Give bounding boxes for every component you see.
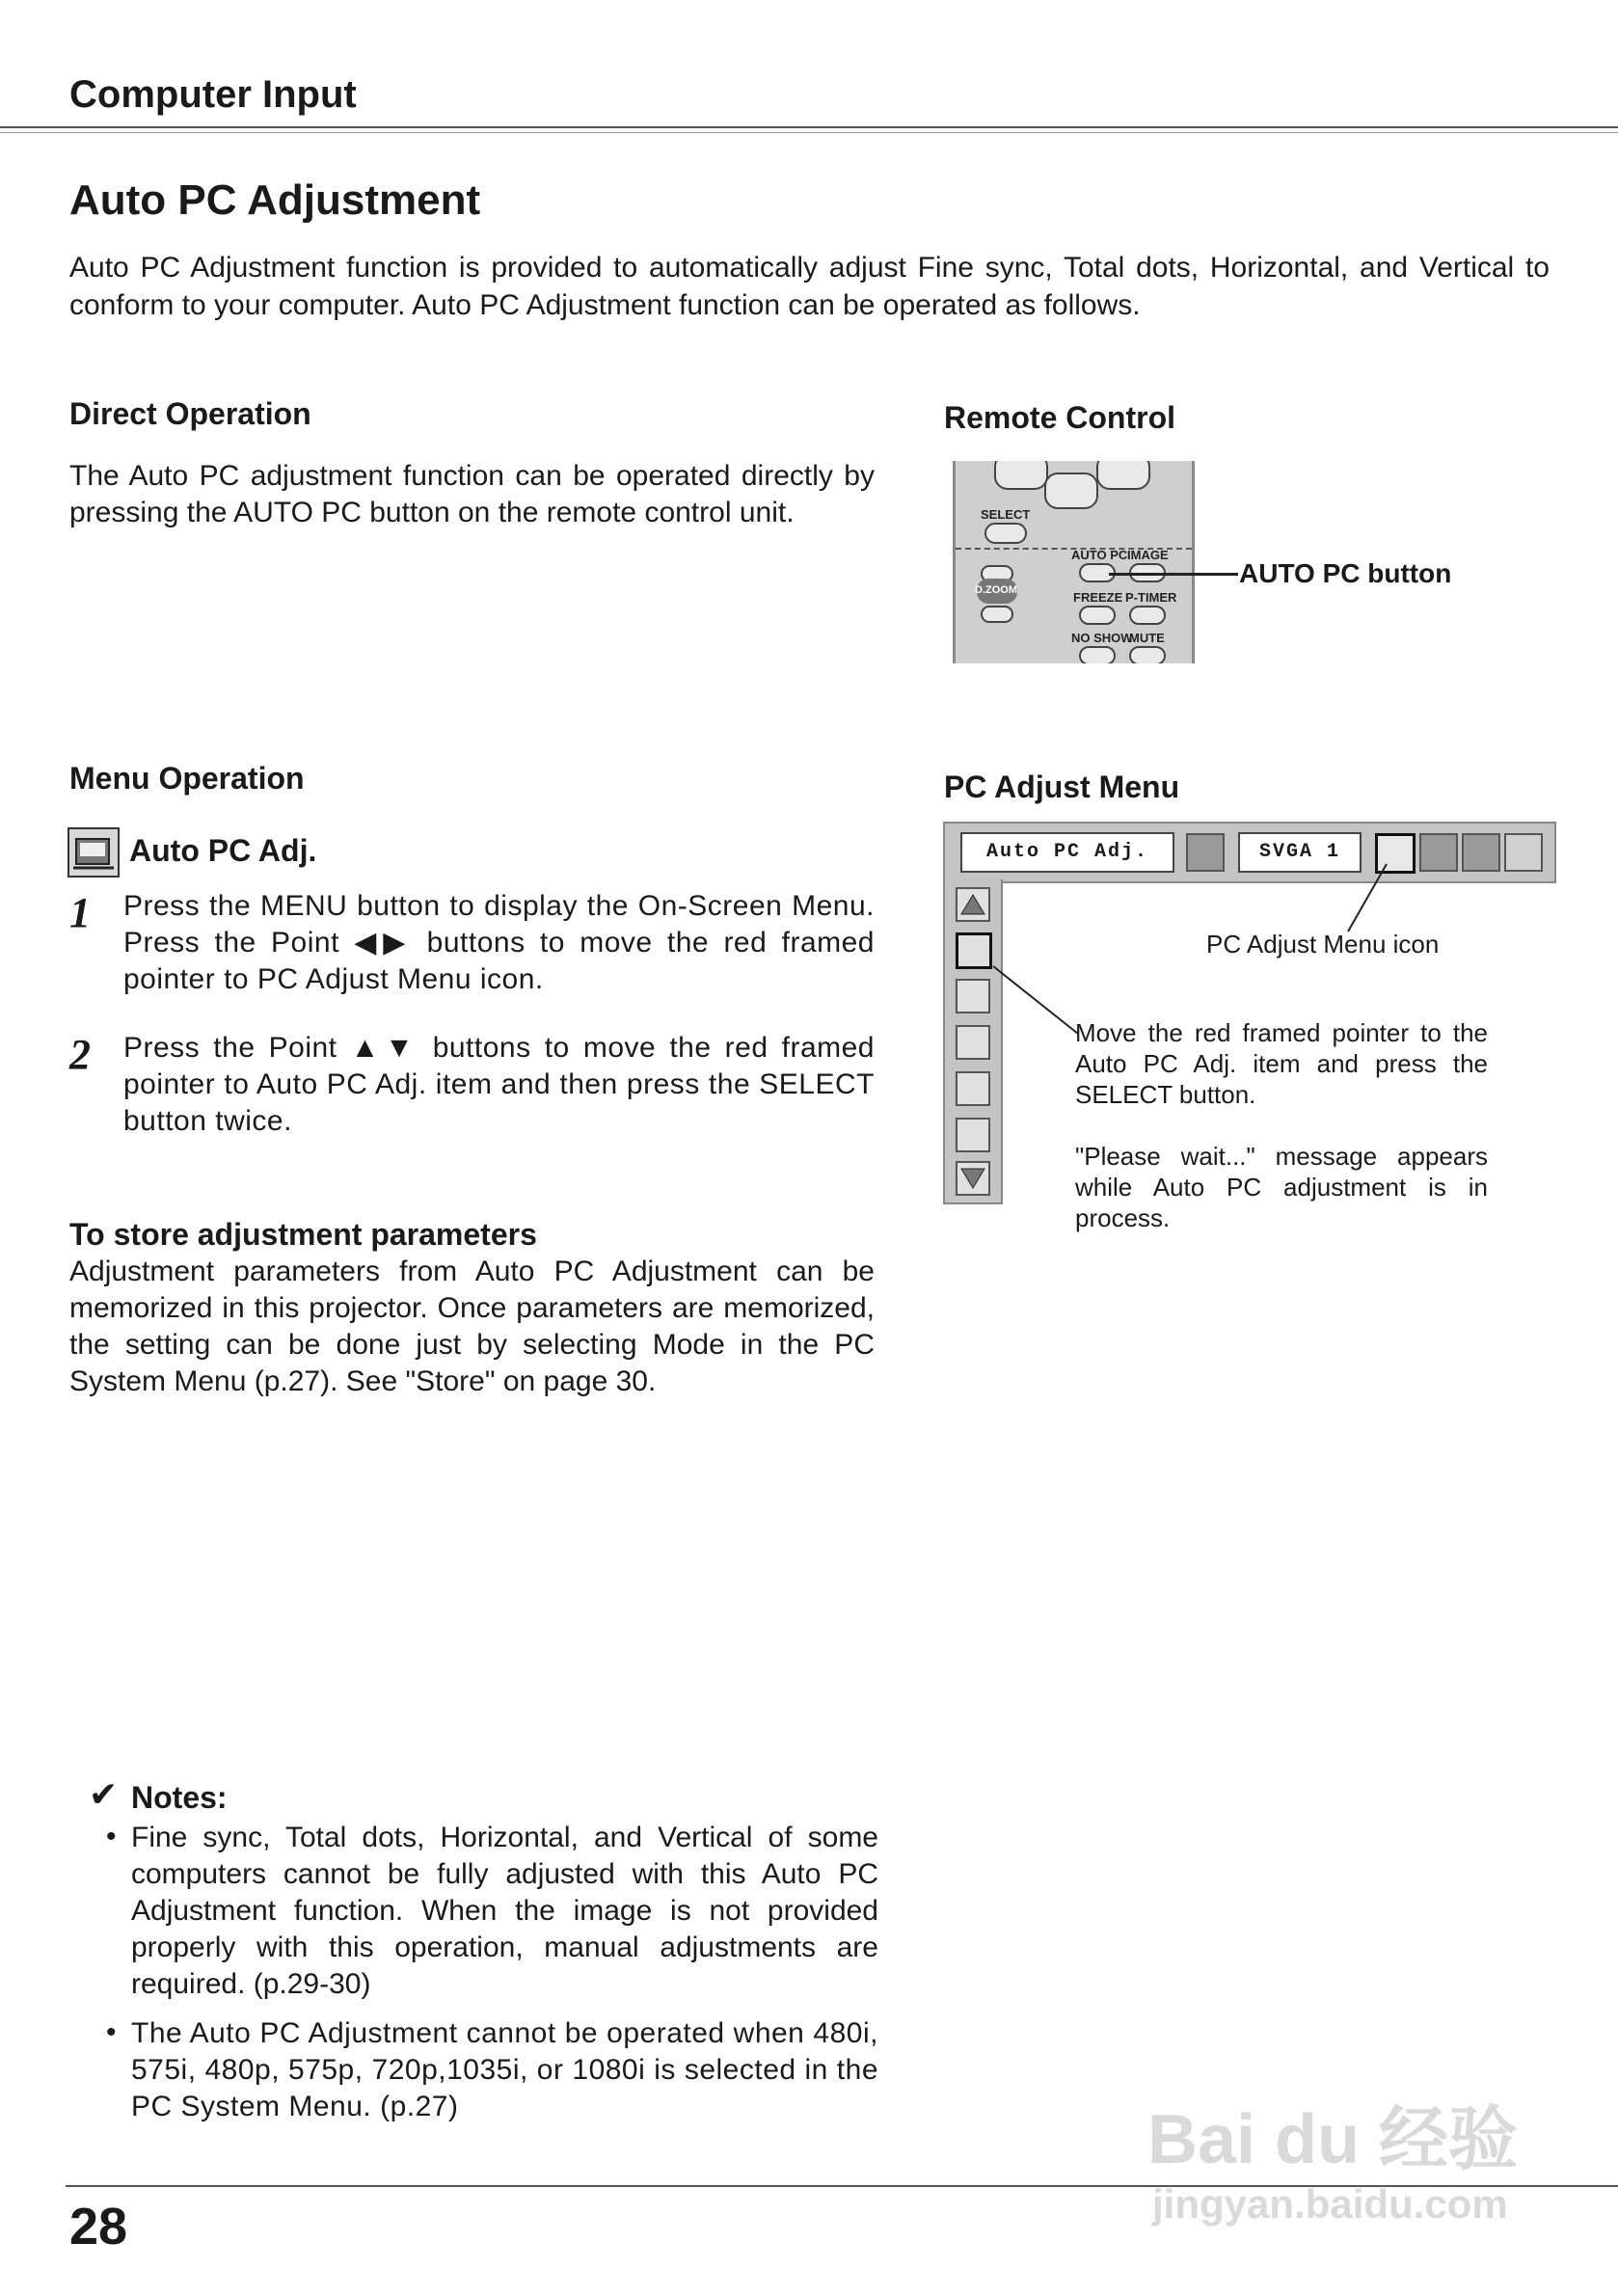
remote-freeze-button (1079, 606, 1116, 625)
auto-pc-callout-line (1109, 573, 1238, 576)
auto-pc-adj-label: Auto PC Adj. (129, 833, 317, 868)
col-down-arrow-icon (956, 1161, 990, 1196)
step-1-text: Press the MENU button to display the On-Screen Menu. Press the Point ◀▶ buttons to move the red framed pointer to PC Adjust Menu icon. (123, 890, 875, 995)
header-rule (0, 126, 1618, 128)
step-2-text: Press the Point ▲▼ buttons to move the red framed pointer to Auto PC Adj. item and then press the SELECT button twice. (123, 1032, 875, 1137)
menu-operation-heading: Menu Operation (69, 761, 305, 796)
direct-operation-text: The Auto PC adjustment function can be operated directly by pressing the AUTO PC button on the remote control unit. (69, 460, 875, 528)
page-title: Auto PC Adjustment (69, 176, 481, 224)
remote-dzoom-label: D.ZOOM (975, 584, 1017, 596)
remote-ptimer-label: P-TIMER (1125, 590, 1177, 605)
remote-control-illustration (953, 461, 1195, 663)
remote-noshow-label: NO SHOW (1071, 631, 1133, 645)
note-1-text: Fine sync, Total dots, Horizontal, and Vertical of some computers cannot be fully adjusted with this Auto PC Adjustment function. When the image is not provided properly with this operation, manual adjustments are required. (p.29-30) (131, 1822, 878, 2000)
baidu-watermark-url: jingyan.baidu.com (1152, 2181, 1508, 2227)
remote-image-label: IMAGE (1127, 548, 1169, 562)
remote-down-arrow-button (1044, 473, 1098, 509)
remote-ptimer-button (1129, 606, 1166, 625)
store-text: Adjustment parameters from Auto PC Adjustment can be memorized in this projector. Once parameters are memorized, the setting can be done just by selecting Mode in the PC System Menu (p.27). See "Store" on page 30. (69, 1256, 875, 1397)
remote-freeze-label: FREEZE (1073, 590, 1123, 605)
note-1-bullet: • (106, 1821, 117, 1852)
menu-auto-pc-adj-field: Auto PC Adj. (960, 832, 1174, 873)
note-2-bullet: • (106, 2016, 117, 2048)
page-number: 28 (69, 2198, 128, 2255)
remote-right-arrow-button (1096, 461, 1150, 490)
remote-auto-pc-label: AUTO PC (1071, 548, 1128, 562)
notes-heading: Notes: (131, 1780, 228, 1815)
col-vertical-icon (956, 1118, 990, 1152)
remote-left-arrow-button (994, 461, 1048, 490)
wait-callout: "Please wait..." message appears while Auto PC adjustment is in process. (1075, 1142, 1488, 1232)
intro-paragraph: Auto PC Adjustment function is provided to automatically adjust Fine sync, Total dots, Horizontal, and Vertical to conform to your computer. Auto PC Adjustment function can be operated as follows. (69, 252, 1550, 321)
menu-svga-field: SVGA 1 (1238, 832, 1362, 873)
header-rule-thin (0, 132, 1618, 133)
menu-screen-icon (1504, 833, 1543, 872)
remote-dzoom-down-button (981, 606, 1013, 623)
pc-adjust-icon-callout: PC Adjust Menu icon (1206, 930, 1440, 959)
auto-pc-callout: AUTO PC button (1239, 558, 1452, 588)
remote-select-button (984, 523, 1027, 544)
store-heading: To store adjustment parameters (69, 1217, 537, 1252)
note-2-text: The Auto PC Adjustment cannot be operated when 480i, 575i, 480p, 575p, 720p,1035i, or 1080i is selected in the PC System Menu. (p.27) (131, 2017, 878, 2122)
section-title: Computer Input (69, 73, 357, 116)
check-icon: ✔ (89, 1774, 119, 1814)
pointer-callout: Move the red framed pointer to the Auto PC Adj. item and press the SELECT button. (1075, 1018, 1488, 1109)
remote-control-heading: Remote Control (944, 400, 1175, 435)
col-horizontal-icon (956, 1071, 990, 1106)
step-1-number: 1 (69, 889, 91, 936)
remote-mute-label: MUTE (1129, 631, 1165, 645)
remote-mute-button (1129, 646, 1166, 663)
step-2-number: 2 (69, 1031, 91, 1078)
menu-setting-icon (1462, 833, 1500, 872)
pc-adjust-menu-heading: PC Adjust Menu (944, 770, 1180, 804)
pc-adjust-icon (67, 827, 120, 878)
menu-color-icon (1419, 833, 1458, 872)
baidu-watermark-logo: Bai du 经验 (1147, 2101, 1519, 2178)
remote-noshow-button (1079, 646, 1116, 663)
remote-select-label: SELECT (981, 507, 1031, 522)
direct-operation-heading: Direct Operation (69, 396, 311, 431)
